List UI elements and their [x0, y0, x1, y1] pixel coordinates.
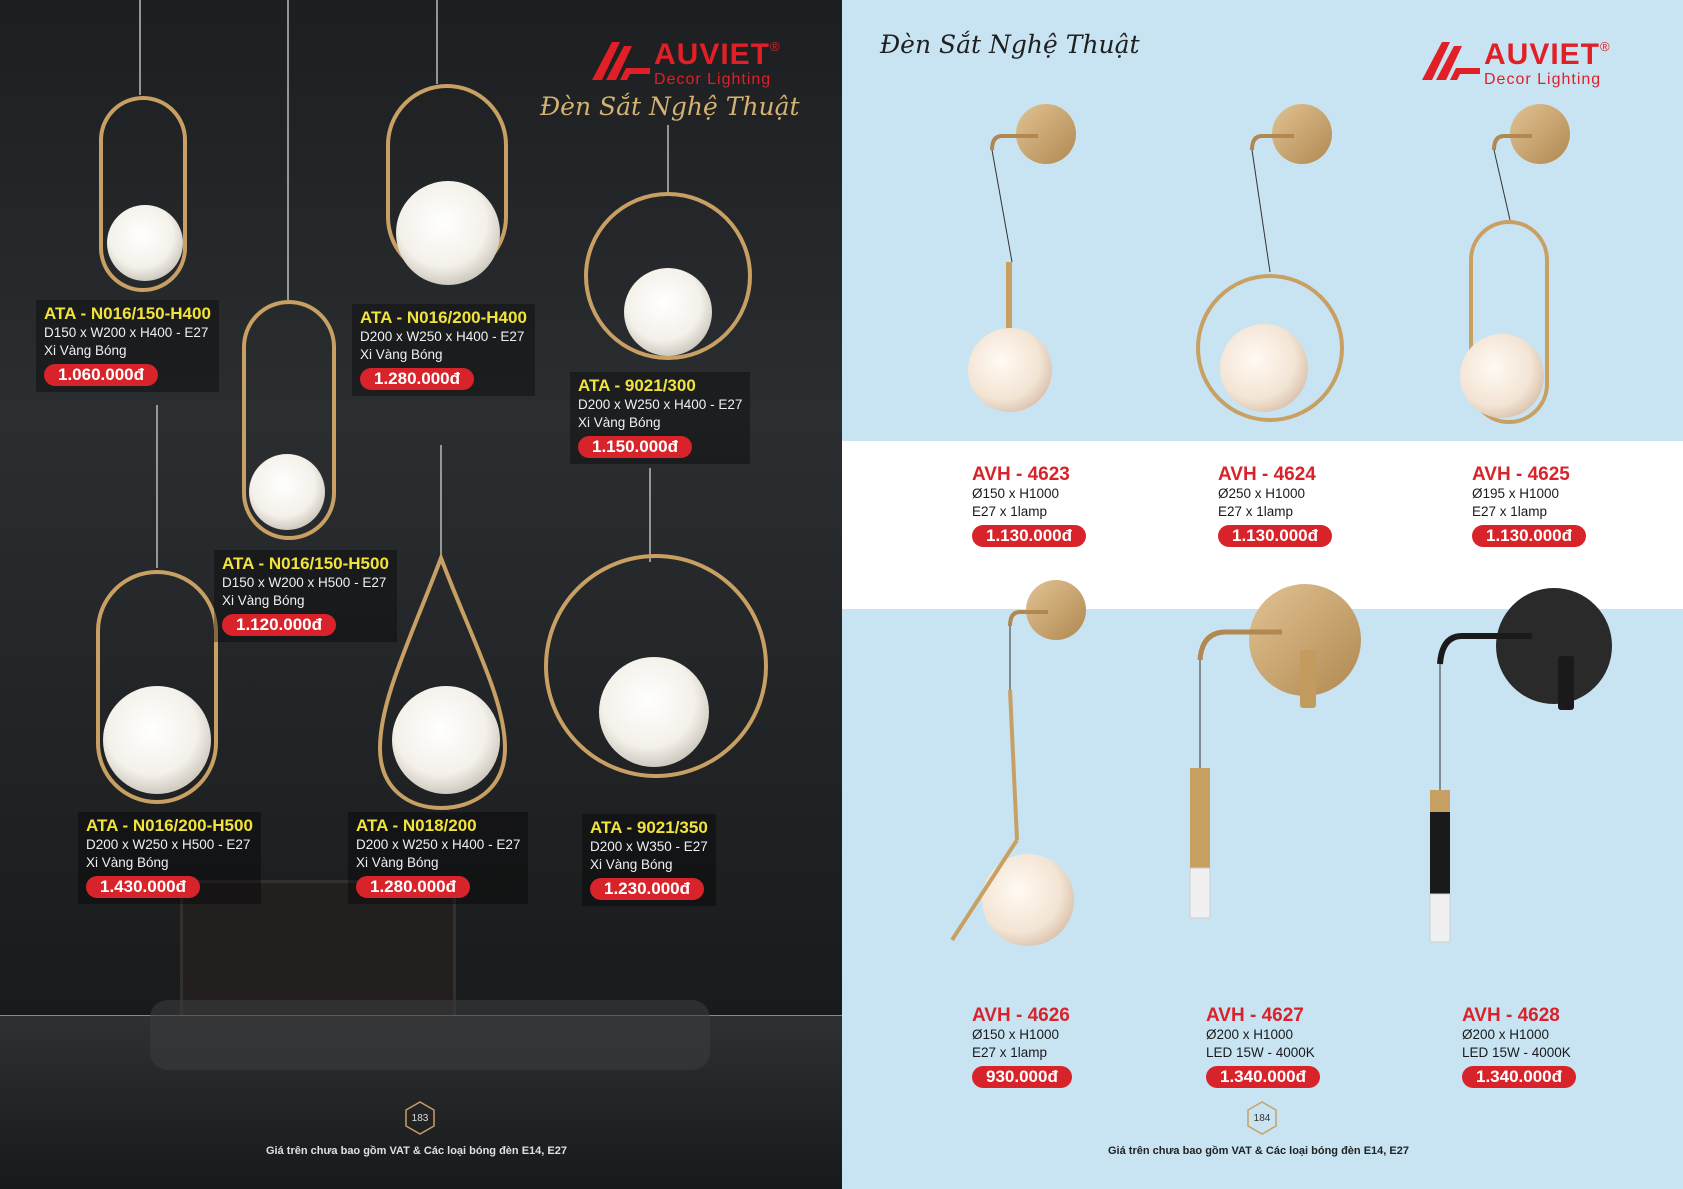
product-finish: Xi Vàng Bóng — [578, 415, 661, 430]
product-dimensions: Ø200 x H1000 — [1462, 1027, 1550, 1042]
product-code: AVH - 4624 — [1218, 464, 1316, 485]
product-dimensions: Ø150 x H1000 — [972, 1027, 1060, 1042]
product-dimensions: D200 x W250 x H500 - E27 — [86, 837, 251, 852]
product-lamp: LED 15W - 4000K — [1462, 1045, 1571, 1060]
product-code: ATA - 9021/350 — [590, 818, 708, 837]
brand-tagline: Decor Lighting — [654, 71, 772, 88]
page-number-badge — [1245, 1101, 1279, 1135]
brand-tagline: Decor Lighting — [1484, 71, 1602, 88]
product-code: ATA - N018/200 — [356, 816, 477, 835]
product-ata-9021-300 — [570, 372, 750, 464]
product-lamp: E27 x 1lamp — [1218, 504, 1294, 519]
product-price: 1.280.000đ — [356, 876, 470, 898]
product-price: 1.230.000đ — [590, 878, 704, 900]
product-code: AVH - 4628 — [1462, 1005, 1560, 1026]
product-ata-n016-200-h500 — [78, 812, 261, 904]
product-dimensions: Ø195 x H1000 — [1472, 486, 1560, 501]
product-price: 1.120.000đ — [222, 614, 336, 636]
product-price: 1.130.000đ — [1472, 525, 1586, 547]
product-code: ATA - N016/150-H400 — [44, 304, 211, 323]
product-code: ATA - N016/200-H500 — [86, 816, 253, 835]
product-lamp: E27 x 1lamp — [972, 504, 1048, 519]
product-code: AVH - 4626 — [972, 1005, 1070, 1026]
price-footnote: Giá trên chưa bao gồm VAT & Các loại bóng đèn E14, E27 — [1108, 1145, 1409, 1157]
page-number: 184 — [1253, 1112, 1271, 1124]
product-avh-4623 — [972, 465, 1086, 547]
product-lamp: E27 x 1lamp — [972, 1045, 1048, 1060]
product-code: ATA - N016/200-H400 — [360, 308, 527, 327]
right-catalog-page — [842, 0, 1683, 1189]
product-code: AVH - 4623 — [972, 464, 1070, 485]
product-finish: Xi Vàng Bóng — [44, 343, 127, 358]
product-code: ATA - 9021/300 — [578, 376, 696, 395]
product-finish: Xi Vàng Bóng — [222, 593, 305, 608]
product-dimensions: Ø150 x H1000 — [972, 486, 1060, 501]
product-finish: Xi Vàng Bóng — [590, 857, 673, 872]
product-ata-n016-150-h400 — [36, 300, 219, 392]
collection-title: Đèn Sắt Nghệ Thuật — [540, 92, 800, 121]
product-ata-n018-200 — [348, 812, 528, 904]
product-price: 930.000đ — [972, 1066, 1072, 1088]
product-code: ATA - N016/150-H500 — [222, 554, 389, 573]
product-price: 1.430.000đ — [86, 876, 200, 898]
product-avh-4624 — [1218, 465, 1332, 547]
page-number-badge — [403, 1101, 437, 1135]
product-ata-n016-150-h500 — [214, 550, 397, 642]
price-footnote: Giá trên chưa bao gồm VAT & Các loại bóng đèn E14, E27 — [266, 1145, 567, 1157]
product-lamp: E27 x 1lamp — [1472, 504, 1548, 519]
registered-mark: ® — [1600, 39, 1610, 54]
product-lamp: LED 15W - 4000K — [1206, 1045, 1315, 1060]
brand-name: AUVIET — [1484, 38, 1601, 71]
product-avh-4628 — [1462, 1006, 1576, 1088]
product-dimensions: D150 x W200 x H500 - E27 — [222, 575, 387, 590]
product-ata-9021-350 — [582, 814, 716, 906]
product-code: AVH - 4625 — [1472, 464, 1570, 485]
page-number: 183 — [411, 1112, 429, 1124]
collection-title: Đèn Sắt Nghệ Thuật — [880, 30, 1140, 59]
product-finish: Xi Vàng Bóng — [360, 347, 443, 362]
product-dimensions: D200 x W250 x H400 - E27 — [356, 837, 521, 852]
product-dimensions: Ø250 x H1000 — [1218, 486, 1306, 501]
product-price: 1.340.000đ — [1462, 1066, 1576, 1088]
product-avh-4626 — [972, 1006, 1072, 1088]
product-dimensions: D200 x W250 x H400 - E27 — [360, 329, 525, 344]
product-finish: Xi Vàng Bóng — [86, 855, 169, 870]
product-code: AVH - 4627 — [1206, 1005, 1304, 1026]
product-price: 1.130.000đ — [1218, 525, 1332, 547]
product-price: 1.130.000đ — [972, 525, 1086, 547]
product-price: 1.340.000đ — [1206, 1066, 1320, 1088]
product-dimensions: D150 x W200 x H400 - E27 — [44, 325, 209, 340]
product-dimensions: D200 x W250 x H400 - E27 — [578, 397, 743, 412]
background-sofa — [150, 1000, 710, 1070]
product-avh-4627 — [1206, 1006, 1320, 1088]
product-avh-4625 — [1472, 465, 1586, 547]
brand-name: AUVIET — [654, 38, 771, 71]
product-price: 1.060.000đ — [44, 364, 158, 386]
product-dimensions: D200 x W350 - E27 — [590, 839, 708, 854]
product-finish: Xi Vàng Bóng — [356, 855, 439, 870]
product-price: 1.280.000đ — [360, 368, 474, 390]
product-ata-n016-200-h400 — [352, 304, 535, 396]
product-dimensions: Ø200 x H1000 — [1206, 1027, 1294, 1042]
product-price: 1.150.000đ — [578, 436, 692, 458]
registered-mark: ® — [770, 39, 780, 54]
